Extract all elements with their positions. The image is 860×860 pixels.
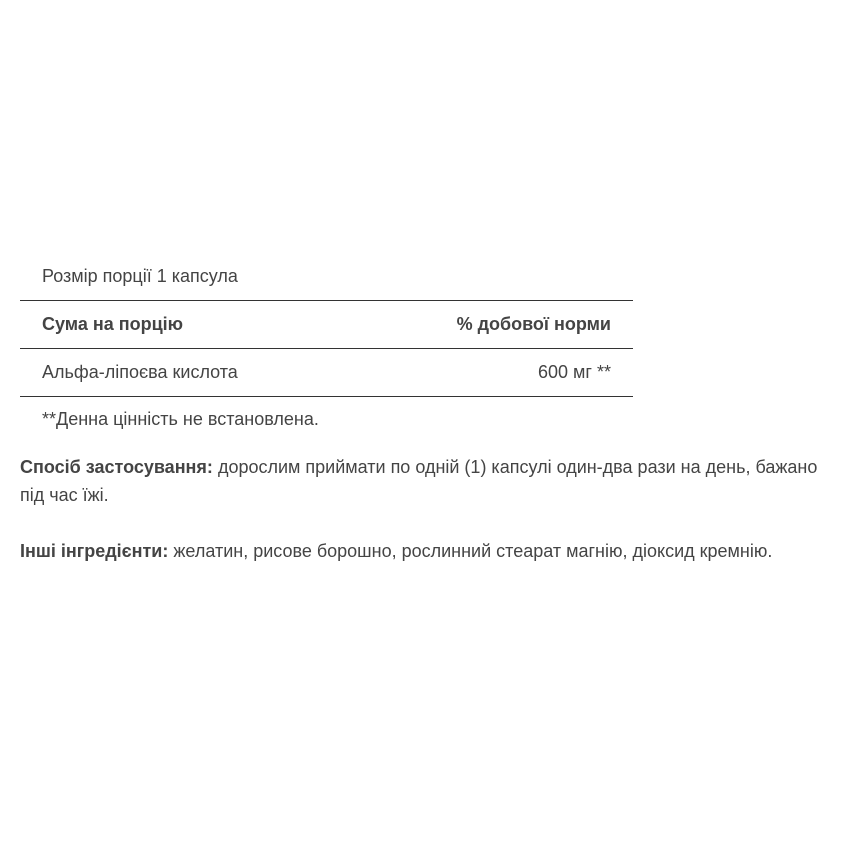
other-ingredients-paragraph [20, 537, 845, 565]
facts-header-row [20, 301, 633, 349]
supplement-facts-table [20, 252, 633, 441]
ingredient-name: Альфа-ліпоєва кислота [42, 362, 238, 382]
daily-value-footnote: **Денна цінність не встановлена. [42, 409, 319, 429]
table-row [20, 349, 633, 397]
directions-label: Спосіб застосування: [20, 457, 213, 477]
other-ingredients-text: желатин, рисове борошно, рослинний стеарат магнію, діоксид кремнію. [168, 541, 773, 561]
ingredient-amount: 600 мг ** [538, 362, 611, 382]
directions-text: дорослим приймати по одній (1) капсулі один-два рази на день, бажано під час їжі. [20, 457, 818, 505]
directions-paragraph [20, 453, 845, 509]
daily-value-label: % добової норми [456, 314, 611, 334]
amount-per-serving-label: Сума на порцію [42, 314, 184, 334]
serving-size: Розмір порції 1 капсула [20, 252, 633, 301]
other-ingredients-label: Інші інгредієнти: [20, 541, 169, 561]
